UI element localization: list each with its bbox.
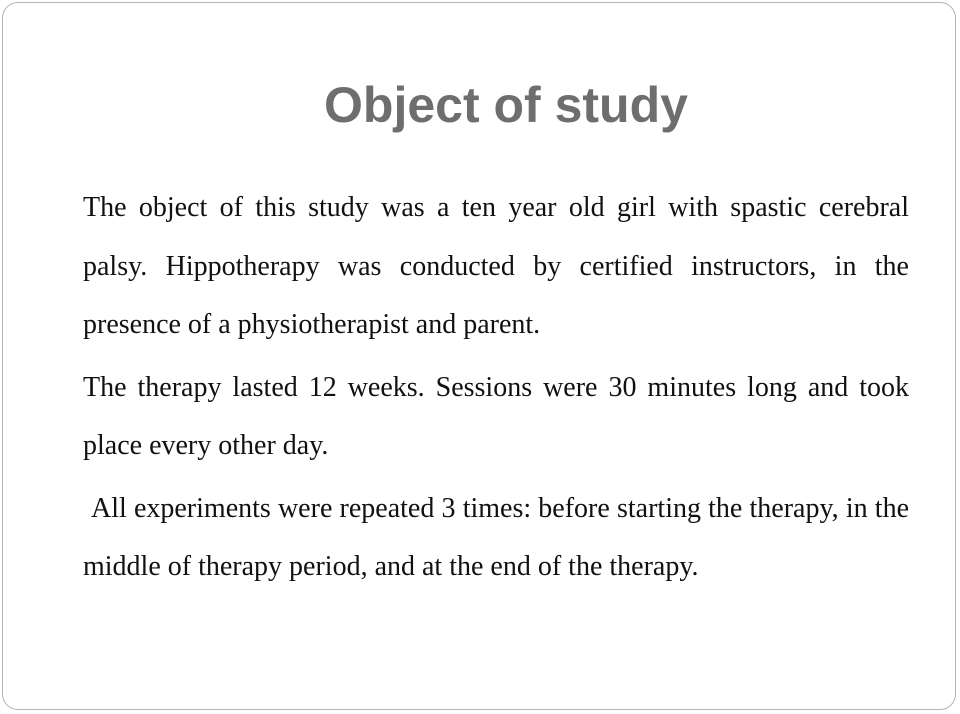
slide bbox=[2, 2, 956, 710]
slide-title: Object of study bbox=[324, 77, 688, 133]
paragraph-duration: The therapy lasted 12 weeks. Sessions were 30 minutes long and took place every other day. bbox=[83, 371, 909, 461]
slide-body bbox=[83, 179, 909, 597]
paragraph-experiments: All experiments were repeated 3 times: before starting the therapy, in the middle of therapy period, and at the end of the therapy. bbox=[83, 492, 909, 582]
paragraph-subject: The object of this study was a ten year old girl with spastic cerebral palsy. Hippotherapy was conducted by certified instructors, in the presence of a physiotherapist and parent. bbox=[83, 192, 909, 340]
